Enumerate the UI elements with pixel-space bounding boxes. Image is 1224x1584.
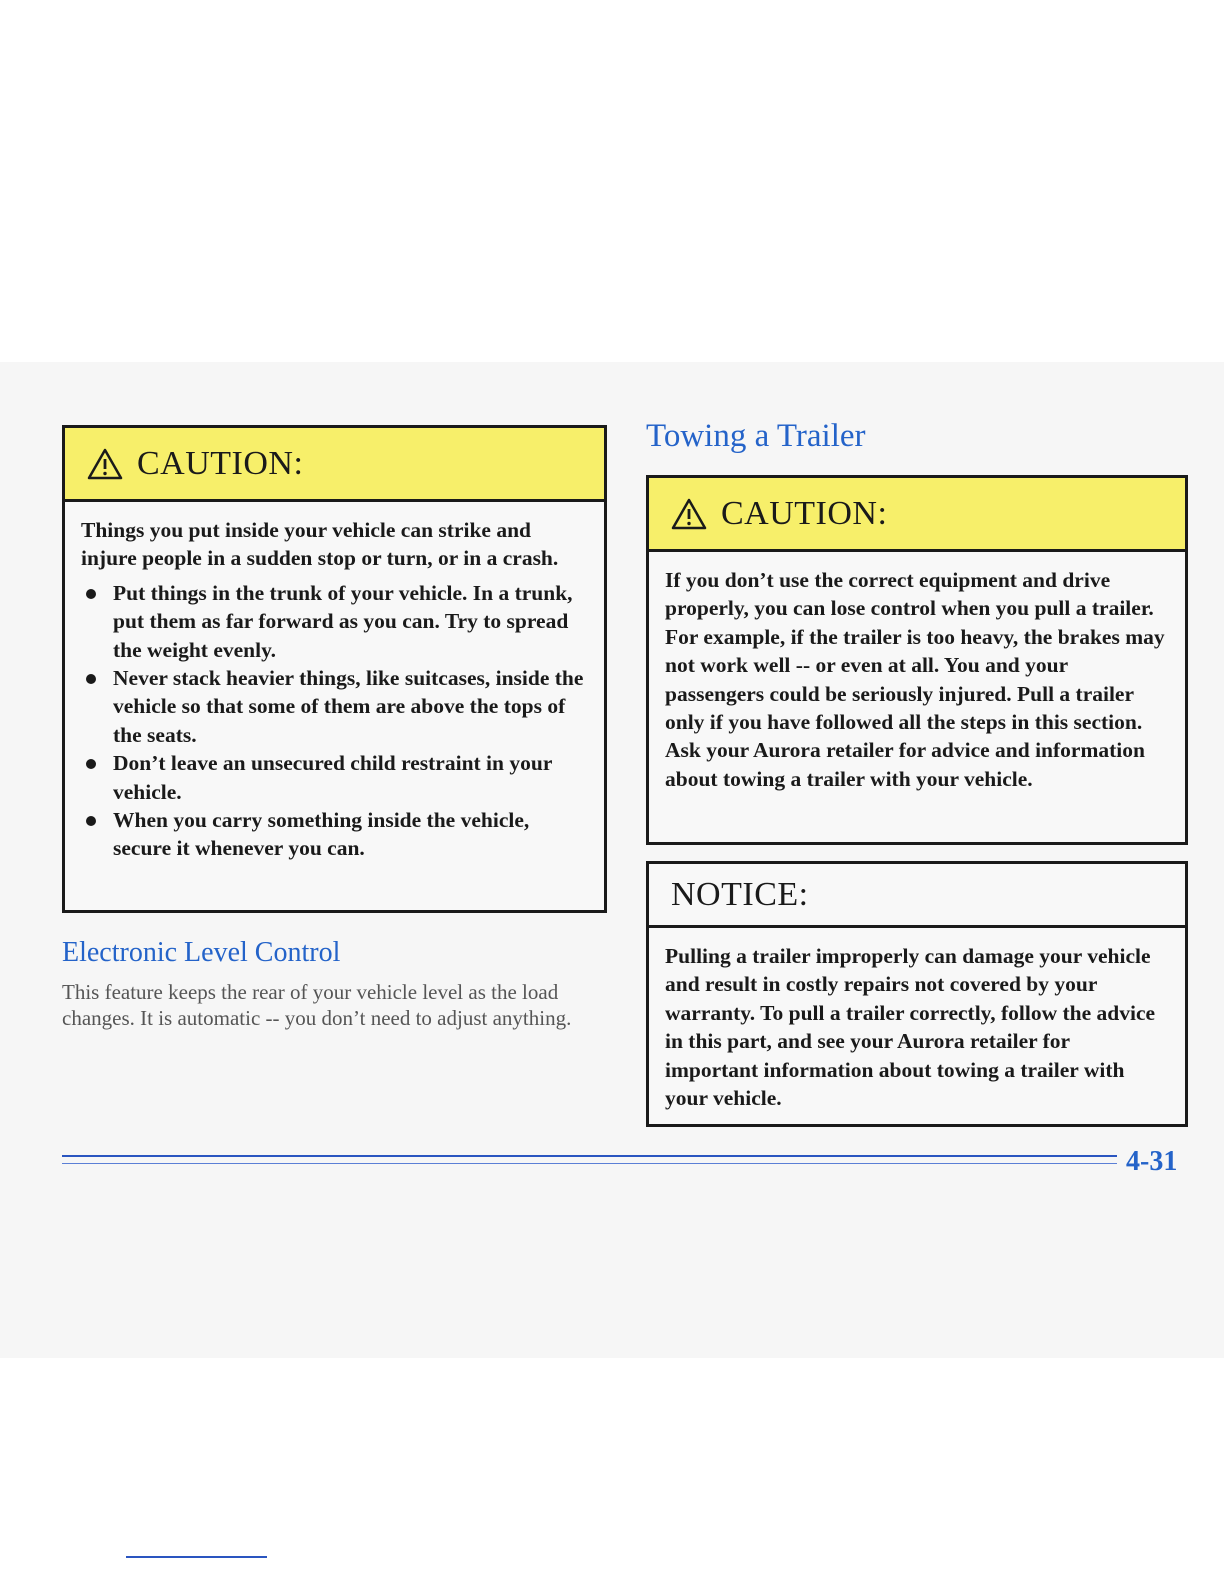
footer-line bbox=[62, 1155, 1117, 1157]
warning-triangle-icon bbox=[671, 498, 707, 530]
notice-heading: NOTICE: bbox=[671, 875, 809, 913]
electronic-level-control-section bbox=[62, 937, 607, 1031]
caution-box-cargo bbox=[62, 425, 607, 913]
notice-body bbox=[649, 928, 1185, 1130]
bottom-rule bbox=[126, 1556, 267, 1558]
list-item: Don’t leave an unsecured child restraint in your vehicle. bbox=[81, 749, 584, 806]
page-number: 4-31 bbox=[1126, 1146, 1178, 1177]
caution-text: If you don’t use the correct equipment and drive properly, you can lose control when you pull a trailer. For example, if the trailer is too heavy, the brakes may not work well -- or even at all. You and your passengers could be seriously injured. Pull a trailer only if you have followed all the steps in this section. Ask your Aurora retailer for advice and information about towing a trailer with your vehicle. bbox=[665, 568, 1165, 791]
caution-intro: Things you put inside your vehicle can strike and injure people in a sudden stop or turn, or in a crash. bbox=[81, 518, 559, 571]
left-column bbox=[62, 425, 607, 1031]
warning-triangle-icon bbox=[87, 448, 123, 480]
caution-header bbox=[649, 478, 1185, 552]
footer-rule bbox=[62, 1155, 1117, 1170]
list-item: Put things in the trunk of your vehicle. In a trunk, put them as far forward as you can. Try to spread the weight evenly. bbox=[81, 579, 584, 664]
footer-line bbox=[62, 1163, 1117, 1164]
caution-body bbox=[649, 552, 1185, 811]
section-title: Electronic Level Control bbox=[62, 937, 341, 968]
caution-heading: CAUTION: bbox=[721, 494, 888, 532]
caution-bullet-list bbox=[81, 579, 584, 863]
notice-header bbox=[649, 864, 1185, 928]
section-text: This feature keeps the rear of your vehicle level as the load changes. It is automatic -- you don’t need to adjust anything. bbox=[62, 980, 572, 1030]
caution-header bbox=[65, 428, 604, 502]
list-item: Never stack heavier things, like suitcases, inside the vehicle so that some of them are above the tops of the seats. bbox=[81, 664, 584, 749]
list-item: When you carry something inside the vehicle, secure it whenever you can. bbox=[81, 806, 584, 863]
notice-box bbox=[646, 861, 1188, 1127]
right-column bbox=[646, 418, 1188, 1127]
caution-body bbox=[65, 502, 604, 881]
caution-box-trailer bbox=[646, 475, 1188, 845]
page-title: Towing a Trailer bbox=[646, 418, 866, 454]
notice-text: Pulling a trailer improperly can damage your vehicle and result in costly repairs not covered by your warranty. To pull a trailer correctly, follow the advice in this part, and see your Aurora retailer for important information about towing a trailer with your vehicle. bbox=[665, 944, 1156, 1111]
caution-heading: CAUTION: bbox=[137, 444, 304, 482]
